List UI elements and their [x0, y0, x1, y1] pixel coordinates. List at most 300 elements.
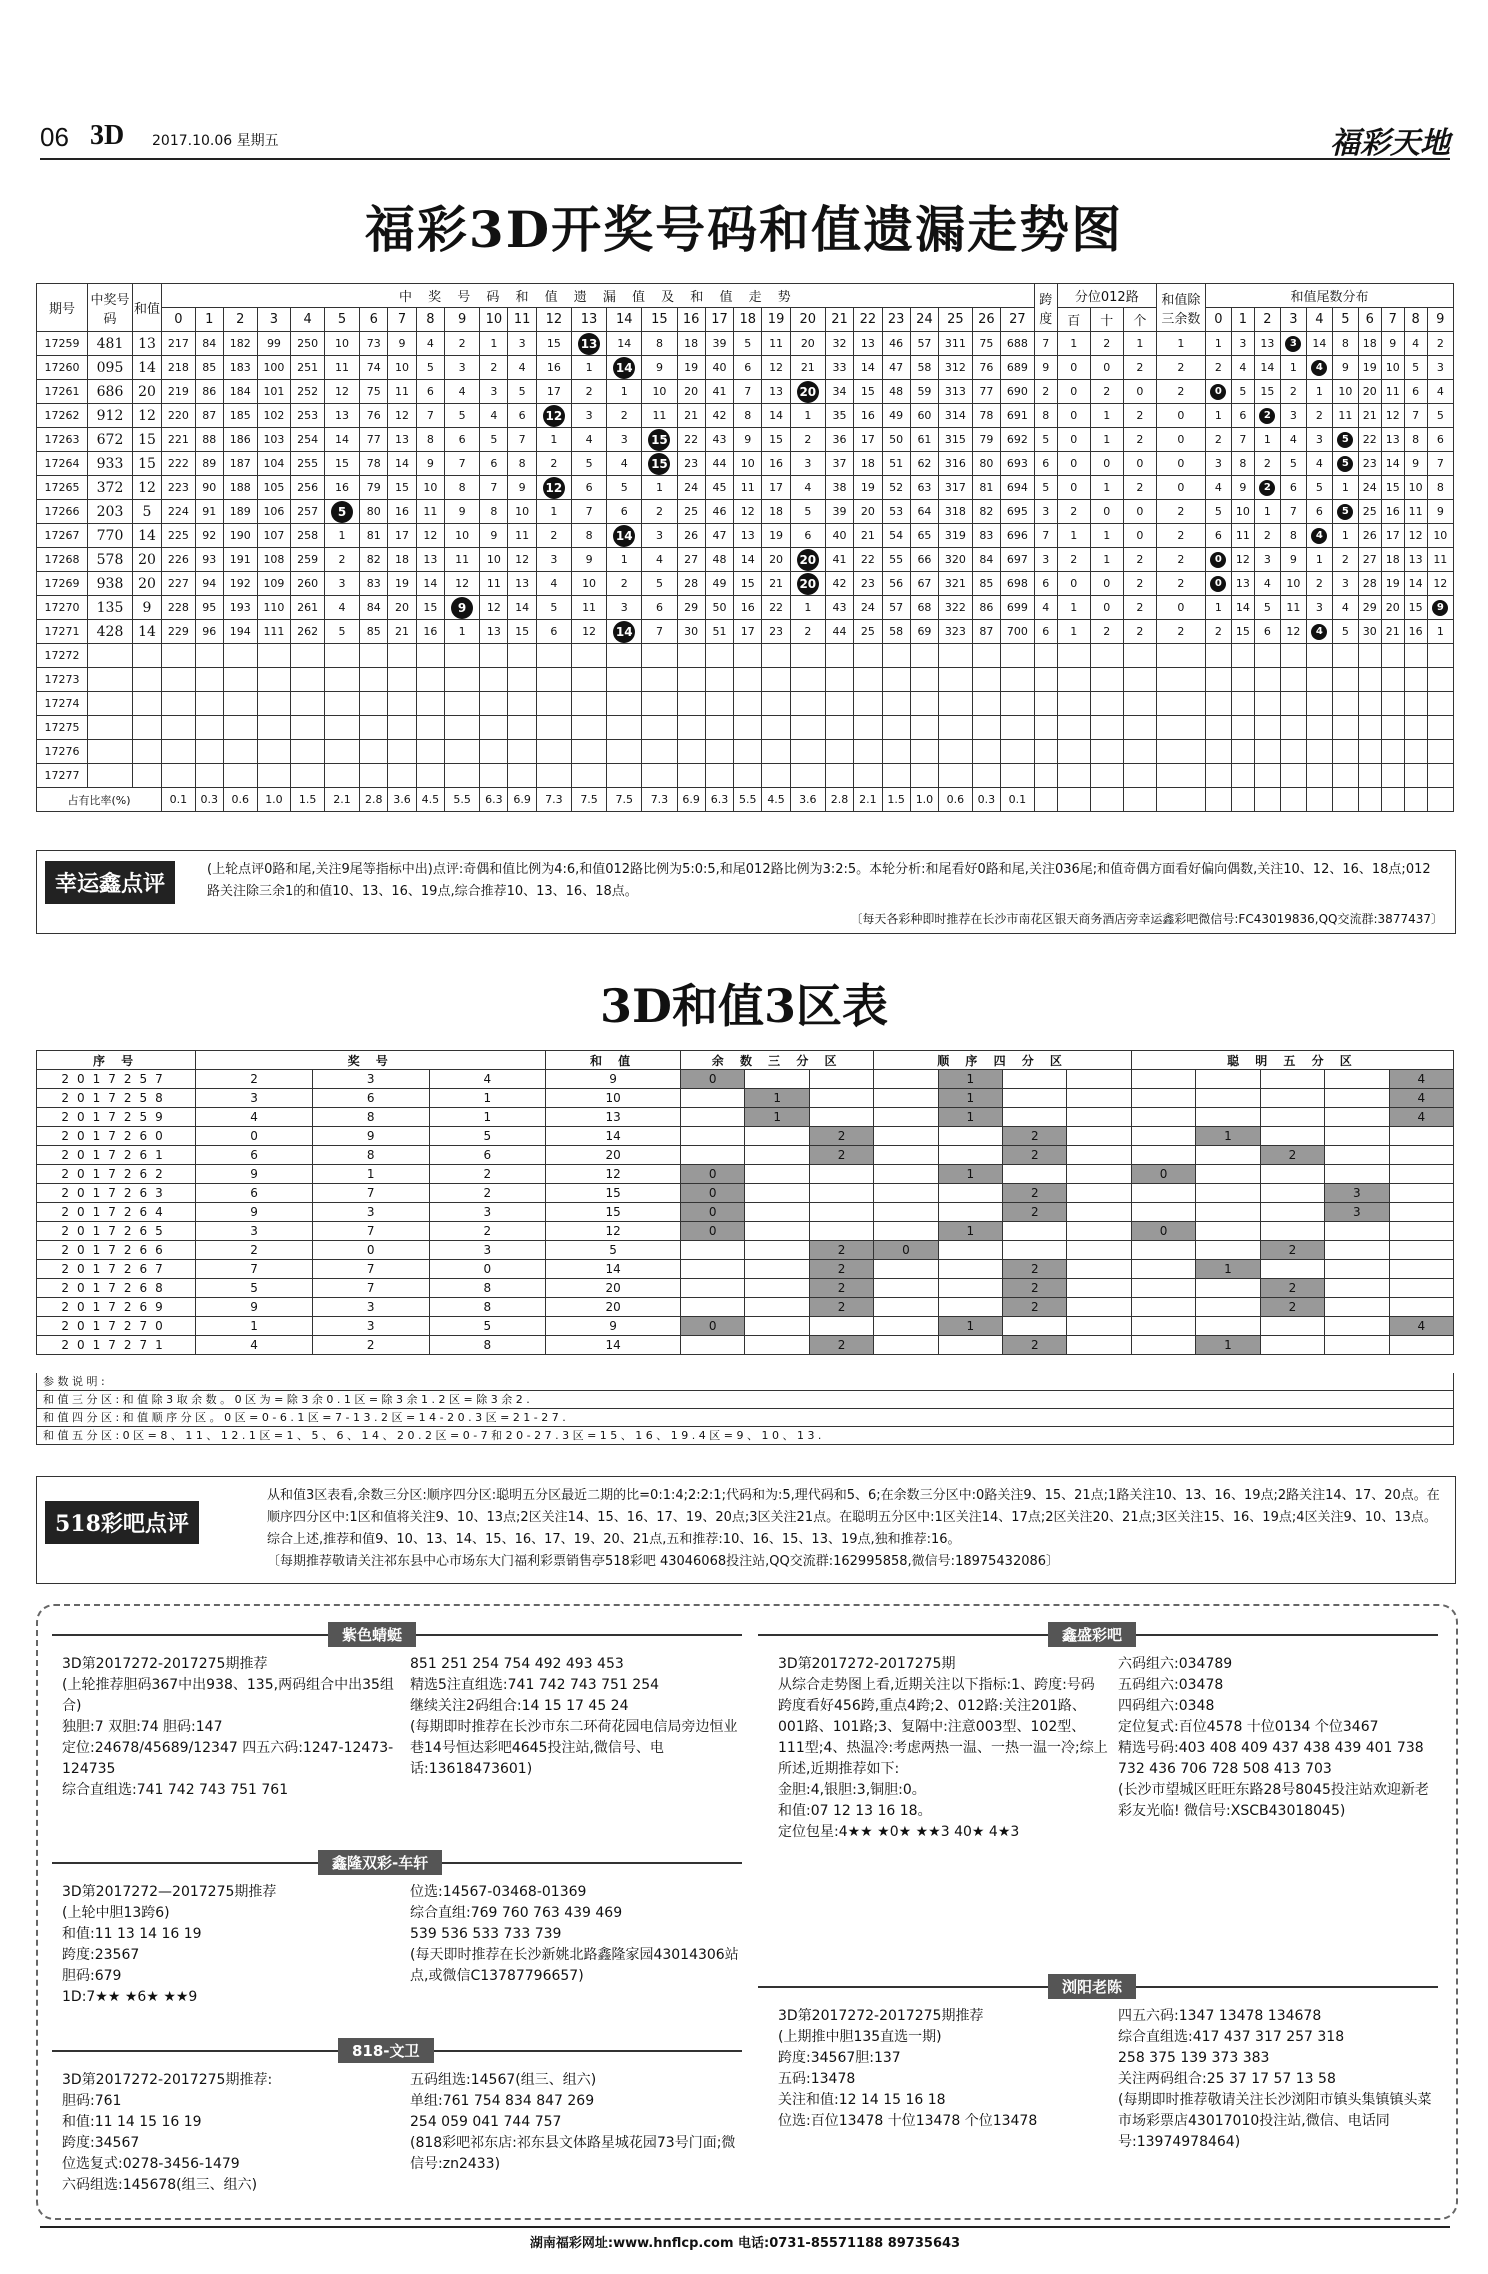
tail-ball: 2: [1259, 408, 1275, 424]
zone-cell: [1260, 1089, 1324, 1108]
section-name: 3D: [90, 120, 125, 151]
zone-issue: 2017257: [37, 1070, 196, 1089]
miss-cell: 73: [360, 332, 388, 356]
empty-cell: [1057, 764, 1090, 788]
miss-cell: 13: [508, 572, 536, 596]
empty-cell: [1306, 692, 1332, 716]
tail-ball: 0: [1210, 576, 1226, 592]
tail-cell: 5: [1254, 596, 1280, 620]
zone-cell: [1131, 1127, 1195, 1146]
zone-cell: 0: [1131, 1222, 1195, 1241]
ratio-cell: 0.1: [162, 788, 196, 812]
miss-cell: 104: [257, 452, 291, 476]
empty-cell: [790, 716, 825, 740]
row-span: 8: [1034, 404, 1057, 428]
empty-cell: [734, 692, 762, 716]
empty-cell: [705, 692, 733, 716]
empty-cell: [1001, 764, 1035, 788]
empty-cell: [607, 764, 642, 788]
route-cell: 2: [1123, 476, 1156, 500]
miss-cell: 11: [642, 404, 677, 428]
trend-row: [37, 572, 1454, 596]
ratio-cell: 6.9: [508, 788, 536, 812]
empty-cell: [882, 740, 910, 764]
shop-line: 精选号码:403 408 409 437 438 439 401 738 732 436 706 728 508 413 703: [1118, 1740, 1424, 1777]
empty-cell: [1254, 692, 1280, 716]
miss-cell: 8: [416, 428, 444, 452]
miss-cell: 3: [508, 332, 536, 356]
miss-cell: 13: [762, 380, 790, 404]
zone-cell: 1: [1196, 1336, 1260, 1355]
row-span: 7: [1034, 524, 1057, 548]
tail-ball: 3: [1285, 336, 1301, 352]
miss-cell: 1: [480, 332, 508, 356]
tail-header: 3: [1280, 308, 1306, 332]
empty-cell: [1280, 740, 1306, 764]
zone-digit: 8: [429, 1279, 546, 1298]
empty-cell: [508, 644, 536, 668]
tail-cell: 1: [1306, 380, 1332, 404]
zone-issue: 2017258: [37, 1089, 196, 1108]
zone-cell: [1067, 1317, 1131, 1336]
miss-cell: 250: [291, 332, 325, 356]
zone-cell: [1003, 1089, 1067, 1108]
row-mod: 2: [1156, 620, 1205, 644]
zone-cell: [874, 1260, 938, 1279]
empty-cell: [195, 716, 223, 740]
route-cell: 1: [1057, 596, 1090, 620]
miss-cell: 6: [734, 356, 762, 380]
miss-cell: 46: [705, 500, 733, 524]
tail-cell: 3: [1306, 428, 1332, 452]
miss-cell: 5: [480, 428, 508, 452]
empty-cell: [480, 716, 508, 740]
miss-cell: 22: [762, 596, 790, 620]
zone-digit: 5: [429, 1317, 546, 1336]
ratio-cell: 2.8: [360, 788, 388, 812]
comment-note: 〔每天各彩种即时推荐在长沙市南花区银天商务酒店旁幸运鑫彩吧微信号:FC43019836,QQ交流群:3877437〕: [850, 912, 1443, 926]
miss-cell: 2: [607, 404, 642, 428]
empty-cell: [195, 740, 223, 764]
miss-cell: 16: [854, 404, 882, 428]
empty-cell: [1090, 692, 1123, 716]
miss-cell: 8: [642, 332, 677, 356]
miss-cell: 12: [762, 356, 790, 380]
zone-row: [37, 1260, 1454, 1279]
row-issue: 17263: [37, 428, 88, 452]
empty-cell: [910, 740, 938, 764]
tail-cell: 28: [1358, 572, 1381, 596]
tail-cell: 21: [1381, 620, 1404, 644]
zone-col-number: 奖 号: [196, 1051, 546, 1070]
ratio-cell: 2.8: [825, 788, 853, 812]
zone-cell: [874, 1317, 938, 1336]
shop-line: (长沙市望城区旺旺东路28号8045投注站欢迎新老彩友光临! 微信号:XSCB43018045): [1118, 1782, 1429, 1819]
ratio-row: [37, 788, 1454, 812]
zone-digit: 2: [429, 1184, 546, 1203]
empty-cell: [1254, 644, 1280, 668]
zone-cell: [745, 1203, 809, 1222]
zone-cell: [809, 1165, 873, 1184]
empty-cell: [762, 644, 790, 668]
tail-cell: [1254, 404, 1280, 428]
empty-cell: [1332, 788, 1358, 812]
tail-cell: 2: [1332, 548, 1358, 572]
miss-cell: 10: [508, 500, 536, 524]
zone-sum: 10: [546, 1089, 681, 1108]
tail-cell: 2: [1254, 452, 1280, 476]
col-tail: 和值尾数分布: [1205, 284, 1453, 308]
miss-cell: 318: [939, 500, 973, 524]
tail-cell: 7: [1280, 500, 1306, 524]
zone-sum: 5: [546, 1241, 681, 1260]
row-span: 6: [1034, 452, 1057, 476]
empty-cell: [388, 692, 416, 716]
miss-cell: 106: [257, 500, 291, 524]
zone-cell: [938, 1127, 1002, 1146]
zone-digit: 4: [196, 1108, 313, 1127]
empty-cell: [1057, 740, 1090, 764]
zone-cell: [874, 1203, 938, 1222]
empty-cell: [1280, 764, 1306, 788]
miss-cell: 5: [536, 596, 571, 620]
empty-cell: [291, 764, 325, 788]
ratio-cell: 0.6: [223, 788, 257, 812]
miss-cell: 85: [360, 620, 388, 644]
empty-cell: [910, 764, 938, 788]
ratio-cell: 7.5: [571, 788, 606, 812]
row-span: 5: [1034, 476, 1057, 500]
miss-cell: 7: [508, 428, 536, 452]
empty-cell: [1280, 668, 1306, 692]
shop-line: 258 375 139 373 383: [1118, 2050, 1270, 2066]
col-sum: 和值: [133, 284, 162, 332]
row-sum: 5: [133, 500, 162, 524]
miss-cell: 19: [388, 572, 416, 596]
empty-cell: [1001, 668, 1035, 692]
shop-xinlong-right: [410, 1882, 740, 1987]
route-cell: 1: [1057, 620, 1090, 644]
empty-cell: [1404, 788, 1427, 812]
miss-cell: 226: [162, 548, 196, 572]
shop-line: 位选:14567-03468-01369: [410, 1884, 587, 1900]
miss-cell: 82: [972, 500, 1000, 524]
zone-cell: 2: [809, 1260, 873, 1279]
miss-cell: 39: [825, 500, 853, 524]
miss-cell: 251: [291, 356, 325, 380]
empty-cell: [1034, 668, 1057, 692]
empty-cell: [536, 692, 571, 716]
sum-ball: 14: [613, 621, 635, 643]
empty-cell: [1358, 764, 1381, 788]
col-mod: 和值除三余数: [1156, 284, 1205, 332]
empty-cell: [1381, 668, 1404, 692]
miss-cell: 13: [388, 428, 416, 452]
zone-cell: 1: [745, 1089, 809, 1108]
zone-cell: 2: [1003, 1184, 1067, 1203]
miss-cell: 42: [705, 404, 733, 428]
miss-cell: 6: [416, 380, 444, 404]
tail-cell: 14: [1254, 356, 1280, 380]
tail-header: 0: [1205, 308, 1231, 332]
empty-cell: [445, 764, 480, 788]
miss-cell: 9: [571, 548, 606, 572]
issue-date: 2017.10.06 星期五: [152, 133, 279, 149]
empty-cell: [1306, 788, 1332, 812]
empty-cell: [854, 668, 882, 692]
miss-cell: 60: [910, 404, 938, 428]
empty-cell: [1123, 788, 1156, 812]
zone-row: [37, 1184, 1454, 1203]
miss-cell: [790, 380, 825, 404]
miss-cell: 105: [257, 476, 291, 500]
miss-cell: 6: [642, 596, 677, 620]
empty-cell: [257, 644, 291, 668]
row-mod: 0: [1156, 404, 1205, 428]
zone-digit: 3: [429, 1203, 546, 1222]
tail-cell: 2: [1205, 620, 1231, 644]
empty-cell: [734, 668, 762, 692]
miss-cell: 38: [825, 476, 853, 500]
zone-cell: [809, 1070, 873, 1089]
row-sum: 14: [133, 620, 162, 644]
route-cell: 1: [1090, 428, 1123, 452]
trend-row-empty: [37, 692, 1454, 716]
empty-cell: [1205, 740, 1231, 764]
zone-sum: 12: [546, 1222, 681, 1241]
miss-cell: 19: [762, 524, 790, 548]
tail-cell: 7: [1427, 452, 1453, 476]
trend-title: 福彩3D开奖号码和值遗漏走势图: [364, 200, 1124, 259]
miss-cell: 54: [882, 524, 910, 548]
zone-table: [36, 1050, 1454, 1355]
zone-digit: 7: [312, 1184, 429, 1203]
zone-cell: [1196, 1070, 1260, 1089]
tail-cell: 7: [1404, 404, 1427, 428]
comment-text: (上轮点评0路和尾,关注9尾等指标中出)点评:奇偶和值比例为4:6,和值012路比例为5:0:5,和尾012路比例为3:2:5。本轮分析:和尾看好0路和尾,关注036尾;和值奇偶方面看好偏向偶数,关注10、12、16、18点;012路关注除三余1的和值10、13、16、19点,综合推荐10、13、16、18点。: [207, 862, 1431, 899]
shop-line: 定位复式:百位4578 十位0134 个位3467: [1118, 1719, 1379, 1735]
trend-row: [37, 548, 1454, 572]
empty-cell: [223, 716, 257, 740]
tail-cell: 10: [1427, 524, 1453, 548]
miss-cell: 12: [324, 380, 359, 404]
empty-cell: [571, 644, 606, 668]
zone-cell: [1389, 1222, 1453, 1241]
zone-cell: [874, 1165, 938, 1184]
miss-cell: 5: [642, 572, 677, 596]
sum-header: 8: [416, 308, 444, 332]
zone-cell: 1: [938, 1222, 1002, 1241]
zone-issue: 2017263: [37, 1184, 196, 1203]
shop-line: 254 059 041 744 757: [410, 2114, 562, 2130]
tail-ball: 0: [1210, 552, 1226, 568]
tail-cell: 3: [1205, 452, 1231, 476]
empty-cell: [1332, 692, 1358, 716]
row-number: 428: [88, 620, 133, 644]
tail-cell: 10: [1381, 356, 1404, 380]
empty-cell: [882, 764, 910, 788]
miss-cell: 47: [705, 524, 733, 548]
zone-cell: [1325, 1146, 1389, 1165]
shop-tag-liuyang: 浏阳老陈: [1048, 1974, 1136, 1999]
trend-row: [37, 332, 1454, 356]
sum-header: 12: [536, 308, 571, 332]
zone-sum: 9: [546, 1317, 681, 1336]
zone-cell: [1003, 1108, 1067, 1127]
zone-cell: [1325, 1070, 1389, 1089]
sum-header: 13: [571, 308, 606, 332]
empty-cell: [388, 644, 416, 668]
zone-cell: [745, 1127, 809, 1146]
zone-row: [37, 1298, 1454, 1317]
empty-cell: [734, 644, 762, 668]
empty-cell: [416, 716, 444, 740]
zone-sum: 9: [546, 1070, 681, 1089]
tail-cell: 11: [1231, 524, 1254, 548]
miss-cell: 16: [536, 356, 571, 380]
zone-digit: 0: [196, 1127, 313, 1146]
empty-cell: [324, 716, 359, 740]
zone-digit: 6: [312, 1089, 429, 1108]
tail-cell: 10: [1404, 476, 1427, 500]
empty-cell: [1381, 716, 1404, 740]
row-mod: 0: [1156, 428, 1205, 452]
route-cell: 0: [1090, 500, 1123, 524]
sum-ball: 14: [613, 525, 635, 547]
sum-header: 17: [705, 308, 733, 332]
row-issue: 17273: [37, 668, 88, 692]
zone-cell: 3: [1325, 1203, 1389, 1222]
row-issue: 17262: [37, 404, 88, 428]
miss-cell: 25: [854, 620, 882, 644]
miss-cell: 39: [705, 332, 733, 356]
miss-cell: 74: [360, 356, 388, 380]
tail-cell: 23: [1358, 452, 1381, 476]
miss-cell: 3: [607, 428, 642, 452]
miss-cell: 68: [910, 596, 938, 620]
sum-ball: 15: [648, 453, 670, 475]
tail-cell: 2: [1306, 572, 1332, 596]
empty-cell: [324, 740, 359, 764]
zone-digit: 5: [196, 1279, 313, 1298]
sum-header: 26: [972, 308, 1000, 332]
empty-cell: [882, 692, 910, 716]
zone-cell: 2: [1003, 1279, 1067, 1298]
zone-sum: 14: [546, 1260, 681, 1279]
empty-cell: [734, 764, 762, 788]
empty-cell: [1280, 692, 1306, 716]
row-number: 933: [88, 452, 133, 476]
miss-cell: [536, 404, 571, 428]
tail-cell: 2: [1254, 524, 1280, 548]
miss-cell: 81: [360, 524, 388, 548]
row-issue: 17274: [37, 692, 88, 716]
zone-cell: [1131, 1203, 1195, 1222]
empty-cell: [257, 692, 291, 716]
zone-issue: 2017268: [37, 1279, 196, 1298]
empty-cell: [291, 716, 325, 740]
zone-digit: 7: [312, 1222, 429, 1241]
shop-line: 四码组六:0348: [1118, 1698, 1215, 1714]
tail-cell: [1306, 524, 1332, 548]
zone-cell: [681, 1089, 745, 1108]
tail-cell: 18: [1358, 332, 1381, 356]
miss-cell: 20: [762, 548, 790, 572]
empty-cell: [1427, 668, 1453, 692]
tail-cell: 29: [1358, 596, 1381, 620]
zone-issue: 2017261: [37, 1146, 196, 1165]
tail-cell: 5: [1231, 380, 1254, 404]
miss-cell: 192: [223, 572, 257, 596]
trend-row-empty: [37, 716, 1454, 740]
empty-cell: [972, 668, 1000, 692]
zone-cell: 1: [745, 1108, 809, 1127]
tail-cell: 13: [1254, 332, 1280, 356]
route-header: 个: [1123, 308, 1156, 332]
zone-cell: [1131, 1260, 1195, 1279]
route-cell: 2: [1057, 500, 1090, 524]
empty-cell: [536, 764, 571, 788]
zone-cell: [1196, 1184, 1260, 1203]
empty-cell: [705, 764, 733, 788]
sum-header: 5: [324, 308, 359, 332]
tail-header: 9: [1427, 308, 1453, 332]
row-span: 2: [1034, 380, 1057, 404]
empty-cell: [445, 716, 480, 740]
route-cell: 2: [1123, 428, 1156, 452]
zone-cell: [1196, 1298, 1260, 1317]
sum-header: 18: [734, 308, 762, 332]
empty-cell: [1427, 692, 1453, 716]
sum-header: 16: [677, 308, 705, 332]
miss-cell: 86: [195, 380, 223, 404]
miss-cell: 15: [416, 596, 444, 620]
empty-cell: [1427, 644, 1453, 668]
empty-cell: [195, 644, 223, 668]
miss-cell: 20: [854, 500, 882, 524]
shop-line: 六码组六:034789: [1118, 1656, 1233, 1672]
zone-cell: 4: [1389, 1317, 1453, 1336]
sum-header: 20: [790, 308, 825, 332]
zone-sum: 20: [546, 1298, 681, 1317]
route-cell: 2: [1123, 596, 1156, 620]
zone-cell: [874, 1108, 938, 1127]
zone-cell: [1067, 1203, 1131, 1222]
miss-cell: 314: [939, 404, 973, 428]
zone-row: [37, 1108, 1454, 1127]
zone-col-z5: 聪 明 五 分 区: [1131, 1051, 1453, 1070]
zone-digit: 8: [312, 1146, 429, 1165]
empty-cell: [642, 740, 677, 764]
route-cell: 2: [1123, 548, 1156, 572]
row-sum: 15: [133, 428, 162, 452]
zone-cell: [681, 1260, 745, 1279]
empty-cell: [1034, 716, 1057, 740]
empty-cell: [1306, 740, 1332, 764]
empty-cell: [88, 740, 133, 764]
zone-cell: 2: [1003, 1336, 1067, 1355]
row-number: 135: [88, 596, 133, 620]
empty-cell: [388, 764, 416, 788]
tail-cell: 4: [1306, 452, 1332, 476]
route-cell: 2: [1057, 548, 1090, 572]
empty-cell: [1231, 716, 1254, 740]
zone-cell: [1260, 1222, 1324, 1241]
tail-cell: [1427, 596, 1453, 620]
empty-cell: [1156, 692, 1205, 716]
tail-cell: 10: [1231, 500, 1254, 524]
miss-cell: 13: [854, 332, 882, 356]
